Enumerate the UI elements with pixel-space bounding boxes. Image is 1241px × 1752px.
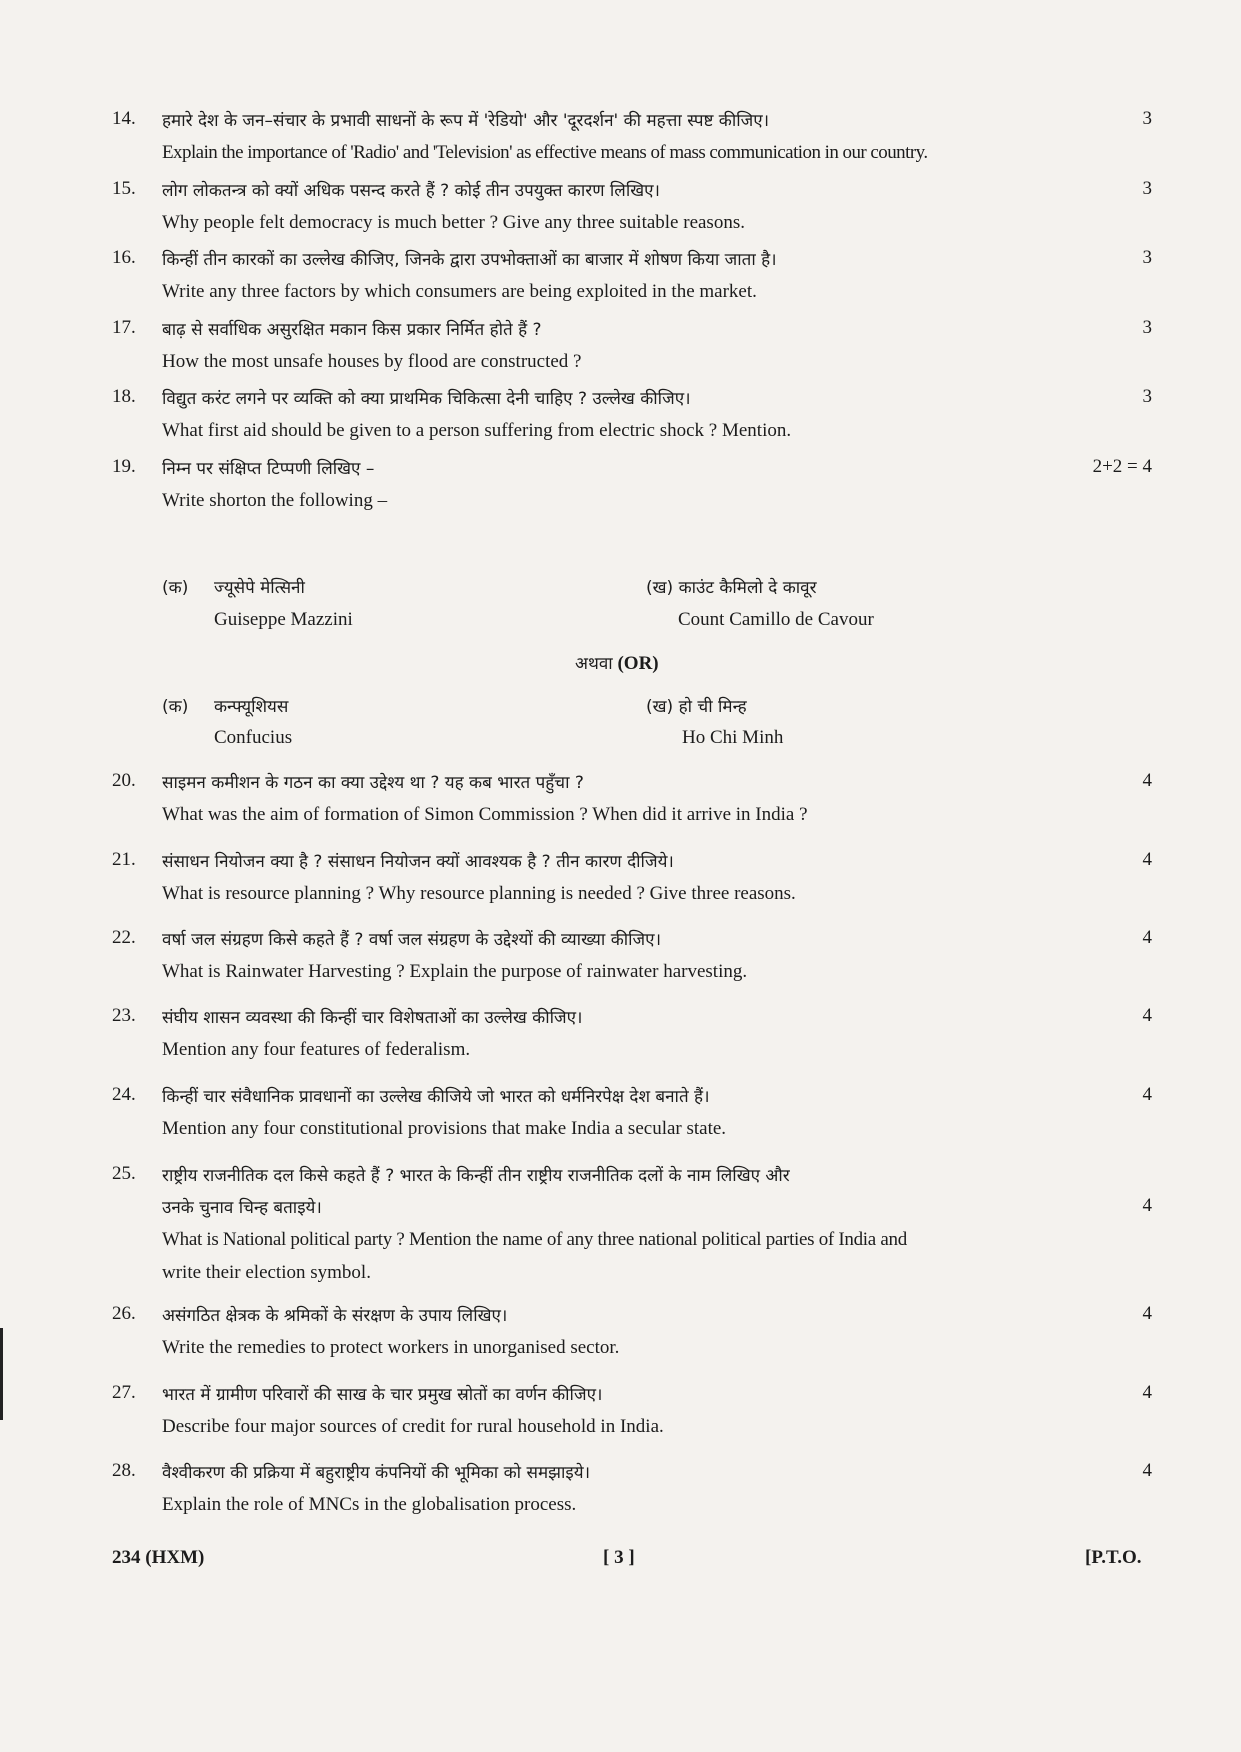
- question-text-english: Explain the role of MNCs in the globalisation process.: [162, 1494, 577, 1515]
- question-text-english: What first aid should be given to a person suffering from electric shock ? Mention.: [162, 420, 792, 441]
- question-text-hindi: राष्ट्रीय राजनीतिक दल किसे कहते हैं ? भारत के किन्हीं तीन राष्ट्रीय राजनीतिक दलों के नाम लिखिए और: [162, 1166, 790, 1186]
- question-text-english: What is Rainwater Harvesting ? Explain the purpose of rainwater harvesting.: [162, 961, 748, 982]
- paper-code: 234 (HXM): [112, 1547, 205, 1568]
- question-text-hindi: विद्युत करंट लगने पर व्यक्ति को क्या प्राथमिक चिकित्सा देनी चाहिए ? उल्लेख कीजिए।: [162, 389, 691, 409]
- question-marks: 4: [1142, 1005, 1152, 1026]
- option-a-hindi: ज्यूसेपे मेत्सिनी: [214, 578, 305, 598]
- question-marks: 4: [1142, 1303, 1152, 1324]
- option-a-english: Confucius: [214, 727, 293, 748]
- question-number: 22.: [112, 927, 136, 948]
- option-a-label: (क): [162, 578, 189, 598]
- question-text-english: Write shorton the following –: [162, 490, 388, 511]
- option-a-label: (क): [162, 697, 189, 717]
- question-marks: 3: [1142, 317, 1152, 338]
- option-b-english: Count Camillo de Cavour: [678, 609, 874, 630]
- question-text-english: Mention any four constitutional provisions that make India a secular state.: [162, 1118, 727, 1139]
- question-marks: 4: [1142, 770, 1152, 791]
- question-text-hindi: भारत में ग्रामीण परिवारों की साख के चार प्रमुख स्रोतों का वर्णन कीजिए।: [162, 1385, 603, 1405]
- question-number: 14.: [112, 108, 136, 129]
- question-marks: 4: [1142, 927, 1152, 948]
- question-text-hindi: किन्हीं तीन कारकों का उल्लेख कीजिए, जिनके द्वारा उपभोक्ताओं का बाजार में शोषण किया जाता है।: [162, 250, 777, 270]
- question-text-english-line2: write their election symbol.: [162, 1262, 371, 1283]
- question-text-english: Describe four major sources of credit for rural household in India.: [162, 1416, 664, 1437]
- question-text-hindi: संसाधन नियोजन क्या है ? संसाधन नियोजन क्यों आवश्यक है ? तीन कारण दीजिये।: [162, 852, 674, 872]
- question-number: 15.: [112, 178, 136, 199]
- question-number: 28.: [112, 1460, 136, 1481]
- question-text-english: Explain the importance of 'Radio' and 'Television' as effective means of mass communication in our country.: [162, 142, 928, 163]
- question-marks: 3: [1142, 247, 1152, 268]
- question-marks: 3: [1142, 386, 1152, 407]
- question-marks: 4: [1142, 849, 1152, 870]
- option-b-hindi: (ख) काउंट कैमिलो दे कावूर: [646, 578, 817, 598]
- question-text-english: What is National political party ? Mention the name of any three national political parties of India and: [162, 1229, 907, 1250]
- question-marks: 4: [1142, 1084, 1152, 1105]
- question-number: 26.: [112, 1303, 136, 1324]
- scan-edge-mark: [0, 1328, 3, 1420]
- question-marks: 4: [1142, 1460, 1152, 1481]
- question-text-english: Mention any four features of federalism.: [162, 1039, 471, 1060]
- question-text-hindi: वैश्वीकरण की प्रक्रिया में बहुराष्ट्रीय कंपनियों की भूमिका को समझाइये।: [162, 1463, 591, 1483]
- question-marks: 4: [1142, 1382, 1152, 1403]
- question-text-english: Why people felt democracy is much better ? Give any three suitable reasons.: [162, 212, 745, 233]
- or-hindi: अथवा: [575, 654, 613, 674]
- question-number: 18.: [112, 386, 136, 407]
- question-text-hindi: निम्न पर संक्षिप्त टिप्पणी लिखिए –: [162, 459, 375, 479]
- please-turn-over: [P.T.O.: [1085, 1547, 1142, 1568]
- question-number: 16.: [112, 247, 136, 268]
- question-number: 20.: [112, 770, 136, 791]
- question-text-english: What was the aim of formation of Simon Commission ? When did it arrive in India ?: [162, 804, 808, 825]
- question-marks: 3: [1142, 178, 1152, 199]
- question-number: 24.: [112, 1084, 136, 1105]
- question-text-english: What is resource planning ? Why resource planning is needed ? Give three reasons.: [162, 883, 796, 904]
- question-text-hindi: किन्हीं चार संवैधानिक प्रावधानों का उल्लेख कीजिये जो भारत को धर्मनिरपेक्ष देश बनाते हैं।: [162, 1087, 710, 1107]
- question-number: 21.: [112, 849, 136, 870]
- question-text-hindi: संघीय शासन व्यवस्था की किन्हीं चार विशेषताओं का उल्लेख कीजिए।: [162, 1008, 583, 1028]
- page-number: [ 3 ]: [603, 1547, 635, 1568]
- question-text-hindi: हमारे देश के जन–संचार के प्रभावी साधनों के रूप में 'रेडियो' और 'दूरदर्शन' की महत्ता स्पष्ट कीजिए।: [162, 111, 770, 131]
- or-english: (OR): [617, 653, 659, 674]
- question-text-hindi: असंगठित क्षेत्रक के श्रमिकों के संरक्षण के उपाय लिखिए।: [162, 1306, 508, 1326]
- question-number: 19.: [112, 456, 136, 477]
- option-b-english: Ho Chi Minh: [682, 727, 784, 748]
- option-a-hindi: कन्फ्यूशियस: [214, 697, 289, 717]
- question-number: 27.: [112, 1382, 136, 1403]
- option-b-hindi: (ख) हो ची मिन्ह: [646, 697, 747, 717]
- question-number: 25.: [112, 1163, 136, 1184]
- option-a-english: Guiseppe Mazzini: [214, 609, 353, 630]
- question-text-hindi: साइमन कमीशन के गठन का क्या उद्देश्य था ? यह कब भारत पहुँचा ?: [162, 773, 584, 793]
- question-number: 23.: [112, 1005, 136, 1026]
- question-text-hindi: बाढ़ से सर्वाधिक असुरक्षित मकान किस प्रकार निर्मित होते हैं ?: [162, 320, 542, 340]
- question-text-hindi: लोग लोकतन्त्र को क्यों अधिक पसन्द करते हैं ? कोई तीन उपयुक्त कारण लिखिए।: [162, 181, 660, 201]
- question-marks: 3: [1142, 108, 1152, 129]
- question-text-hindi: वर्षा जल संग्रहण किसे कहते हैं ? वर्षा जल संग्रहण के उद्देश्यों की व्याख्या कीजिए।: [162, 930, 662, 950]
- question-text-hindi-line2: उनके चुनाव चिन्ह बताइये।: [162, 1198, 322, 1218]
- question-marks: 4: [1142, 1195, 1152, 1216]
- question-marks: 2+2 = 4: [1092, 456, 1152, 477]
- question-text-english: Write any three factors by which consumers are being exploited in the market.: [162, 281, 757, 302]
- question-text-english: Write the remedies to protect workers in unorganised sector.: [162, 1337, 620, 1358]
- question-text-english: How the most unsafe houses by flood are constructed ?: [162, 351, 582, 372]
- or-divider: [575, 651, 659, 675]
- question-number: 17.: [112, 317, 136, 338]
